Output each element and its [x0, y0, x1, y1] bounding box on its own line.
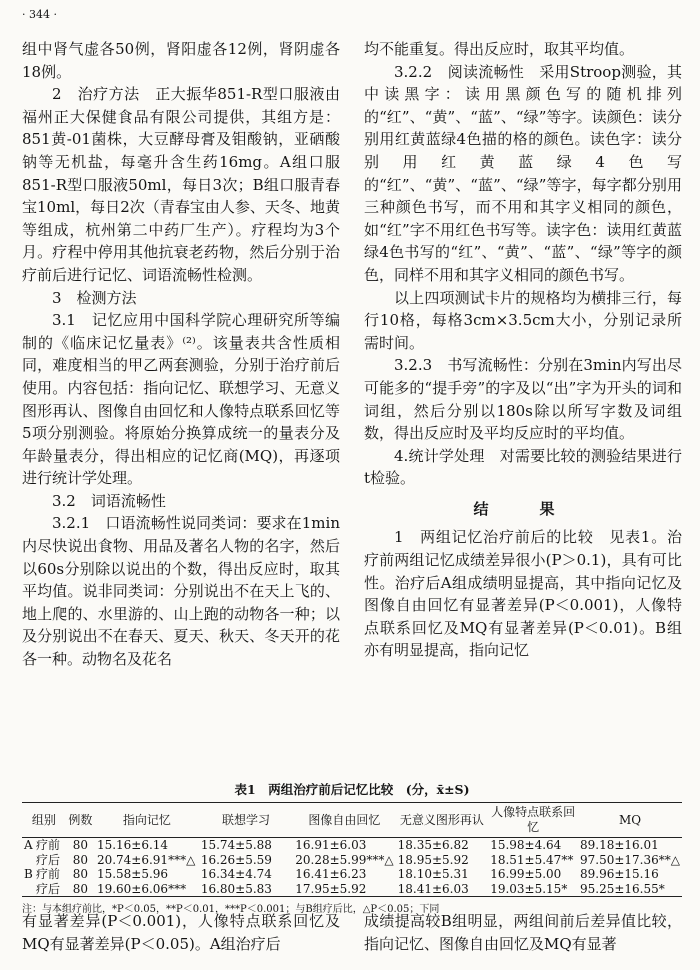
- paragraph: 3.2.3 书写流畅性：分别在3min内写出尽可能多的“提手旁”的字及以“出”字为开头的词和词组，然后分别以180s除以所写字数及词组数，得出反应时及平均反应时的平均值。: [364, 356, 682, 443]
- bottom-left-text: [22, 910, 340, 956]
- header-assoc: 联想学习: [199, 803, 293, 838]
- paragraph: 3 检测方法: [52, 288, 137, 307]
- cell-image-recall: 17.95±5.92: [293, 882, 395, 897]
- header-group: 组别: [22, 803, 66, 838]
- paragraph: 4.统计学处理 对需要比较的测验结果进行t检验。: [364, 446, 682, 488]
- phase-label: 疗前: [36, 838, 61, 852]
- header-directed: 指向记忆: [95, 803, 199, 838]
- cell-image-recall: 16.41±6.23: [295, 867, 367, 881]
- table-note: 注：与本组疗前比，*P＜0.05，**P＜0.01，***P＜0.001；与B组疗后比，△P＜0.05；下同: [22, 904, 440, 915]
- page-number: · 344 ·: [22, 8, 57, 21]
- cell-n: 80: [72, 852, 88, 867]
- table-caption: 表1 两组治疗前后记忆比较 (分，x̄±S): [234, 782, 470, 797]
- paragraph: 3.1 记忆应用中国科学院心理研究所等编制的《临床记忆量表》⁽²⁾。该量表共含性质相同，难度相当的甲乙两套测验，分别于治疗前后使用。内容包括：指向记忆、联想学习、无意义图形再认、图像自由回忆和人像特点联系回忆等5项分别测验。将原始分换算成统一的量表分及年龄量表分，得出相应的记忆商(MQ)，再逐项进行统计学处理。: [22, 311, 340, 488]
- cell-portrait: 18.51±5.47**: [490, 852, 574, 867]
- paragraph: 组中肾气虚各50例，肾阳虚各12例，肾阴虚各18例。: [22, 40, 340, 81]
- cell-directed: 19.60±6.06***: [95, 882, 199, 897]
- header-mq: MQ: [578, 803, 682, 838]
- cell-portrait: 19.03±5.15*: [488, 882, 578, 897]
- table-row: [22, 838, 682, 853]
- section-heading: 结 果: [473, 499, 573, 518]
- cell-assoc: 15.74±5.88: [200, 838, 272, 852]
- cell-mq: 89.96±15.16: [580, 867, 659, 881]
- cell-group: [22, 838, 66, 853]
- header-image-recall: 图像自由回忆: [293, 803, 395, 838]
- cell-figure-recog: 18.95±5.92: [397, 852, 469, 867]
- memory-table: [22, 802, 682, 897]
- cell-mq: 97.50±17.36**△: [580, 852, 680, 867]
- paragraph: 以上四项测试卡片的规格均为横排三行，每行10格，每格3cm×3.5cm大小，分别记录所需时间。: [364, 288, 682, 352]
- group-label: B: [24, 867, 33, 881]
- cell-portrait: 16.99±5.00: [490, 867, 562, 881]
- paragraph: 3.2 词语流畅性: [52, 491, 166, 510]
- cell-group: [22, 882, 66, 897]
- paragraph: 2 治疗方法 正大振华851-R型口服液由福州正大保健食品有限公司提供，其组方是：851黄-01菌株，大豆酵母膏及钼酸钠，亚硒酸钠等无机盐，每毫升含生药16mg。A组口服851-R型口服液50ml，每日3次；B组口服青春宝10ml，每日2次（青春宝由人参、天冬、地黄等组成，杭州第二中药厂生产）。疗程均为3个月。疗程中停用其他抗衰老药物，然后分别于治疗前后进行记忆、词语流畅性检测。: [22, 85, 340, 284]
- table-row: [22, 882, 682, 897]
- phase-label: 疗后: [36, 852, 61, 867]
- group-label: A: [24, 838, 33, 852]
- cell-figure-recog: 18.10±5.31: [397, 867, 469, 881]
- phase-label: 疗前: [36, 867, 61, 881]
- bottom-right-text: [364, 910, 682, 956]
- header-portrait: 人像特点联系回忆: [488, 803, 578, 838]
- cell-n: 80: [72, 838, 88, 852]
- paragraph: 均不能重复。得出反应时，取其平均值。: [364, 40, 635, 58]
- cell-n: 80: [72, 867, 88, 881]
- cell-group: [22, 867, 66, 882]
- phase-label: 疗后: [36, 881, 61, 896]
- table-figure: [22, 780, 682, 915]
- cell-directed: 15.16±6.14: [96, 838, 169, 852]
- left-column: [22, 38, 340, 671]
- paragraph: 1 两组记忆治疗前后的比较 见表1。治疗前两组记忆成绩差异很小(P＞0.1)，具有可比性。治疗后A组成绩明显提高，其中指向记忆及图像自由回忆有显著差异(P＜0.001)，人像特点联系回忆及MQ有显著差异(P＜0.01)。B组亦有明显提高，指向记忆: [364, 528, 682, 660]
- right-column: [364, 38, 682, 662]
- cell-group: [22, 853, 66, 868]
- cell-assoc: 16.26±5.59: [200, 852, 272, 867]
- cell-assoc: 16.34±4.74: [200, 867, 272, 881]
- cell-image-recall: 16.91±6.03: [295, 838, 367, 852]
- paragraph: 成绩提高较B组明显，两组间前后差异值比较，指向记忆、图像自由回忆及MQ有显著: [364, 912, 682, 953]
- cell-mq: 95.25±16.55*: [578, 882, 682, 897]
- cell-assoc: 16.80±5.83: [199, 882, 293, 897]
- cell-figure-recog: 18.35±6.82: [397, 838, 469, 852]
- cell-portrait: 15.98±4.64: [490, 838, 562, 852]
- cell-directed: 20.74±6.91***△: [96, 852, 196, 867]
- cell-mq: 89.18±16.01: [580, 838, 659, 852]
- header-figure-recog: 无意义图形再认: [396, 803, 489, 838]
- cell-directed: 15.58±5.96: [96, 867, 169, 881]
- table-row: [22, 853, 682, 868]
- table-row: [22, 867, 682, 882]
- cell-image-recall: 20.28±5.99***△: [295, 852, 394, 867]
- paragraph: 3.2.2 阅读流畅性 采用Stroop测验，其中读黑字：读用黑颜色写的随机排列的“红”、“黄”、“蓝”、“绿”等字。读颜色：读分别用红黄蓝绿4色描的格的颜色。读色字：读分别用红黄蓝绿4色写的“红”、“黄”、“蓝”、“绿”等字，每字都分别用三种颜色书写，而不用和其字义相同的颜色，如“红”字不用红色书写等。读字色：读用红黄蓝绿4色书写的“红”、“黄”、“蓝”、“绿”等字的颜色，同样不用和其字义相同的颜色书写。: [364, 62, 682, 284]
- cell-figure-recog: 18.41±6.03: [396, 882, 489, 897]
- paragraph: 3.2.1 口语流畅性说同类词：要求在1min内尽快说出食物、用品及著名人物的名字，然后以60s分别除以说出的个数，得出反应时，取其平均值。说非同类词：分别说出不在天上飞的、地上爬的、水里游的、山上跑的动物各一种；以及分别说出不在春天、夏天、秋天、冬天开的花各一种。动物名及花名: [22, 514, 340, 669]
- paragraph: 有显著差异(P＜0.001)，人像特点联系回忆及MQ有显著差异(P＜0.05)。A组治疗后: [22, 912, 340, 953]
- cell-n: 80: [66, 882, 95, 897]
- header-n: 例数: [66, 803, 95, 838]
